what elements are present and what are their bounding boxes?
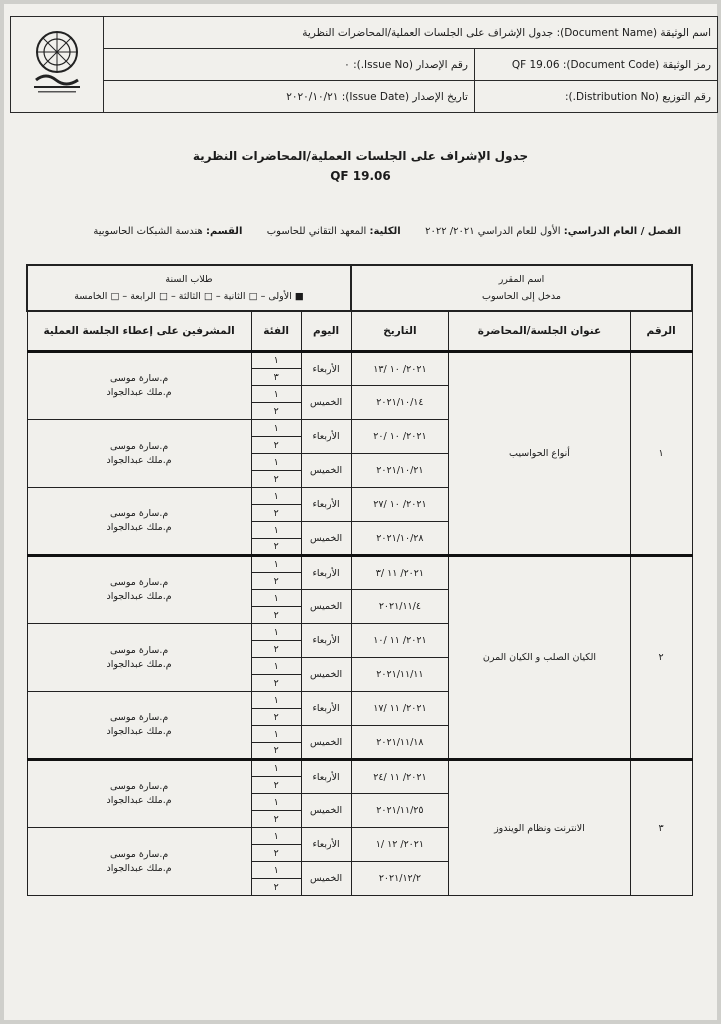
session-title: الانترنت ونظام الويندوز bbox=[449, 760, 630, 896]
group-value: ٢ bbox=[251, 403, 301, 420]
col-header-supervisors: المشرفين على إعطاء الجلسة العملية bbox=[27, 311, 251, 352]
group-value: ١ bbox=[251, 386, 301, 403]
group-value: ١ bbox=[251, 352, 301, 369]
session-date: ٢٠٢١/١١/٢٥ bbox=[351, 794, 449, 828]
supervisor-name: م.ملك عبدالجواد bbox=[106, 591, 172, 602]
term-label: الفصل / العام الدراسي: bbox=[563, 226, 681, 237]
college-value: المعهد التقاني للحاسوب bbox=[266, 226, 367, 237]
session-day: الأربعاء bbox=[301, 488, 351, 522]
group-value: ٢ bbox=[251, 505, 301, 522]
supervisor-name: م.ملك عبدالجواد bbox=[106, 862, 172, 874]
course-value: مدخل إلى الحاسوب bbox=[482, 291, 562, 302]
session-day: الأربعاء bbox=[301, 556, 351, 590]
group-value: ١ bbox=[251, 658, 301, 675]
supervisors-cell bbox=[27, 352, 251, 420]
supervisor-name: م.سارة موسى bbox=[110, 848, 169, 860]
students-years: ■ الأولى – □ الثانية – □ الثالثة – □ الرابعة – □ الخامسة bbox=[74, 291, 304, 302]
col-header-title: عنوان الجلسة/المحاضرة bbox=[449, 311, 630, 352]
group-value: ٢ bbox=[251, 641, 301, 658]
session-day: الأربعاء bbox=[301, 352, 351, 386]
group-value: ٢ bbox=[251, 437, 301, 454]
group-value: ٢ bbox=[251, 675, 301, 692]
dept-label: القسم: bbox=[205, 226, 243, 237]
group-value: ٢ bbox=[251, 845, 301, 862]
table-row bbox=[27, 556, 692, 573]
group-value: ٢ bbox=[251, 539, 301, 556]
supervisor-name: م.سارة موسى bbox=[110, 373, 169, 384]
supervisors-cell bbox=[27, 760, 251, 828]
document-code: رمز الوثيقة (Document Code): QF 19.06 bbox=[475, 49, 718, 81]
group-value: ١ bbox=[251, 828, 301, 845]
session-num: ٣ bbox=[630, 760, 692, 896]
session-day: الخميس bbox=[301, 726, 351, 760]
session-date: ٢٠٢١/١٢/٢ bbox=[351, 862, 449, 896]
group-value: ٢ bbox=[251, 709, 301, 726]
college-label: الكلية: bbox=[369, 226, 401, 237]
group-value: ١ bbox=[251, 794, 301, 811]
session-title: الكيان الصلب و الكيان المرن bbox=[449, 556, 630, 760]
session-date: ٢٠٢١/١١/١٨ bbox=[351, 726, 449, 760]
supervisors-cell bbox=[27, 692, 251, 760]
session-date: ٢٠٢١/ ١٠ /٢٠ bbox=[351, 420, 449, 454]
document-page bbox=[4, 4, 717, 1020]
supervisors-cell bbox=[27, 556, 251, 624]
session-date: ٢٠٢١/ ١١ /١٠ bbox=[351, 624, 449, 658]
group-value: ١ bbox=[251, 624, 301, 641]
session-day: الخميس bbox=[301, 862, 351, 896]
group-value: ٢ bbox=[251, 471, 301, 488]
supervisor-name: م.ملك عبدالجواد bbox=[106, 387, 172, 398]
group-value: ٢ bbox=[251, 879, 301, 896]
session-day: الخميس bbox=[301, 590, 351, 624]
group-value: ٣ bbox=[251, 369, 301, 386]
session-date: ٢٠٢١/ ١٠ /٢٧ bbox=[351, 488, 449, 522]
group-value: ١ bbox=[251, 556, 301, 573]
group-value: ١ bbox=[251, 692, 301, 709]
supervisor-name: م.سارة موسى bbox=[110, 644, 169, 656]
supervisors-cell bbox=[27, 828, 251, 896]
session-date: ٢٠٢١/١٠/١٤ bbox=[351, 386, 449, 420]
group-value: ١ bbox=[251, 590, 301, 607]
distribution-no: رقم التوزيع (Distribution No.): bbox=[475, 81, 718, 113]
group-value: ٢ bbox=[251, 573, 301, 590]
session-date: ٢٠٢١/ ١١ /٢٤ bbox=[351, 760, 449, 794]
group-value: ١ bbox=[251, 726, 301, 743]
session-day: الخميس bbox=[301, 522, 351, 556]
logo-emblem-icon bbox=[26, 28, 88, 98]
group-value: ١ bbox=[251, 488, 301, 505]
supervisor-name: م.سارة موسى bbox=[110, 440, 169, 452]
group-value: ١ bbox=[251, 522, 301, 539]
session-date: ٢٠٢١/١١/٤ bbox=[351, 590, 449, 624]
supervisor-name: م.ملك عبدالجواد bbox=[106, 658, 172, 670]
table-row bbox=[27, 352, 692, 369]
session-title: أنواع الحواسيب bbox=[449, 352, 630, 556]
group-value: ٢ bbox=[251, 811, 301, 828]
col-header-group: الفئة bbox=[251, 311, 301, 352]
supervisor-name: م.ملك عبدالجواد bbox=[106, 795, 172, 806]
group-value: ١ bbox=[251, 760, 301, 777]
supervisor-name: م.سارة موسى bbox=[110, 781, 169, 792]
supervisor-name: م.ملك عبدالجواد bbox=[106, 454, 172, 466]
group-value: ٢ bbox=[251, 607, 301, 624]
session-day: الخميس bbox=[301, 794, 351, 828]
page-subtitle: QF 19.06 bbox=[330, 169, 391, 183]
session-day: الخميس bbox=[301, 386, 351, 420]
supervisor-name: م.سارة موسى bbox=[110, 508, 169, 519]
session-date: ٢٠٢١/١٠/٢١ bbox=[351, 454, 449, 488]
group-value: ١ bbox=[251, 420, 301, 437]
supervisor-name: م.سارة موسى bbox=[110, 712, 169, 723]
session-date: ٢٠٢١/١٠/٢٨ bbox=[351, 522, 449, 556]
group-value: ٢ bbox=[251, 743, 301, 760]
supervisor-name: م.ملك عبدالجواد bbox=[106, 522, 172, 533]
session-day: الأربعاء bbox=[301, 828, 351, 862]
course-info-line bbox=[93, 226, 681, 237]
session-day: الأربعاء bbox=[301, 760, 351, 794]
session-date: ٢٠٢١/ ١٠ /١٣ bbox=[351, 352, 449, 386]
session-day: الخميس bbox=[301, 658, 351, 692]
course-label: اسم المقرر bbox=[498, 274, 545, 285]
supervisors-cell bbox=[27, 624, 251, 692]
col-header-date: التاريخ bbox=[351, 311, 449, 352]
dept-value: هندسة الشبكات الحاسوبية bbox=[93, 226, 203, 237]
issue-date: تاريخ الإصدار (Issue Date): ٢٠٢٠/١٠/٢١ bbox=[104, 81, 475, 113]
schedule-table bbox=[26, 264, 693, 896]
term-value: الأول للعام الدراسي ٢٠٢١/ ٢٠٢٢ bbox=[425, 226, 561, 237]
session-day: الأربعاء bbox=[301, 420, 351, 454]
session-date: ٢٠٢١/ ١١ /٣ bbox=[351, 556, 449, 590]
session-day: الأربعاء bbox=[301, 692, 351, 726]
page-title: جدول الإشراف على الجلسات العملية/المحاضرات النظرية bbox=[192, 149, 529, 163]
session-num: ١ bbox=[630, 352, 692, 556]
supervisor-name: م.ملك عبدالجواد bbox=[106, 726, 172, 737]
session-date: ٢٠٢١/ ١١ /١٧ bbox=[351, 692, 449, 726]
supervisors-cell bbox=[27, 420, 251, 488]
supervisors-cell bbox=[27, 488, 251, 556]
students-label: طلاب السنة bbox=[165, 274, 213, 285]
table-row bbox=[27, 760, 692, 777]
col-header-day: اليوم bbox=[301, 311, 351, 352]
document-name: اسم الوثيقة (Document Name): جدول الإشراف على الجلسات العملية/المحاضرات النظرية bbox=[104, 17, 718, 49]
group-value: ٢ bbox=[251, 777, 301, 794]
supervisor-name: م.سارة موسى bbox=[110, 577, 169, 588]
session-date: ٢٠٢١/ ١٢ /١ bbox=[351, 828, 449, 862]
col-header-num: الرقم bbox=[630, 311, 692, 352]
university-logo bbox=[11, 17, 104, 113]
course-cell bbox=[351, 265, 692, 311]
group-value: ١ bbox=[251, 454, 301, 471]
group-value: ١ bbox=[251, 862, 301, 879]
session-num: ٢ bbox=[630, 556, 692, 760]
issue-no: رقم الإصدار (Issue No.): ٠ bbox=[104, 49, 475, 81]
document-header bbox=[10, 16, 718, 113]
session-day: الأربعاء bbox=[301, 624, 351, 658]
students-cell bbox=[27, 265, 351, 311]
session-day: الخميس bbox=[301, 454, 351, 488]
session-date: ٢٠٢١/١١/١١ bbox=[351, 658, 449, 692]
